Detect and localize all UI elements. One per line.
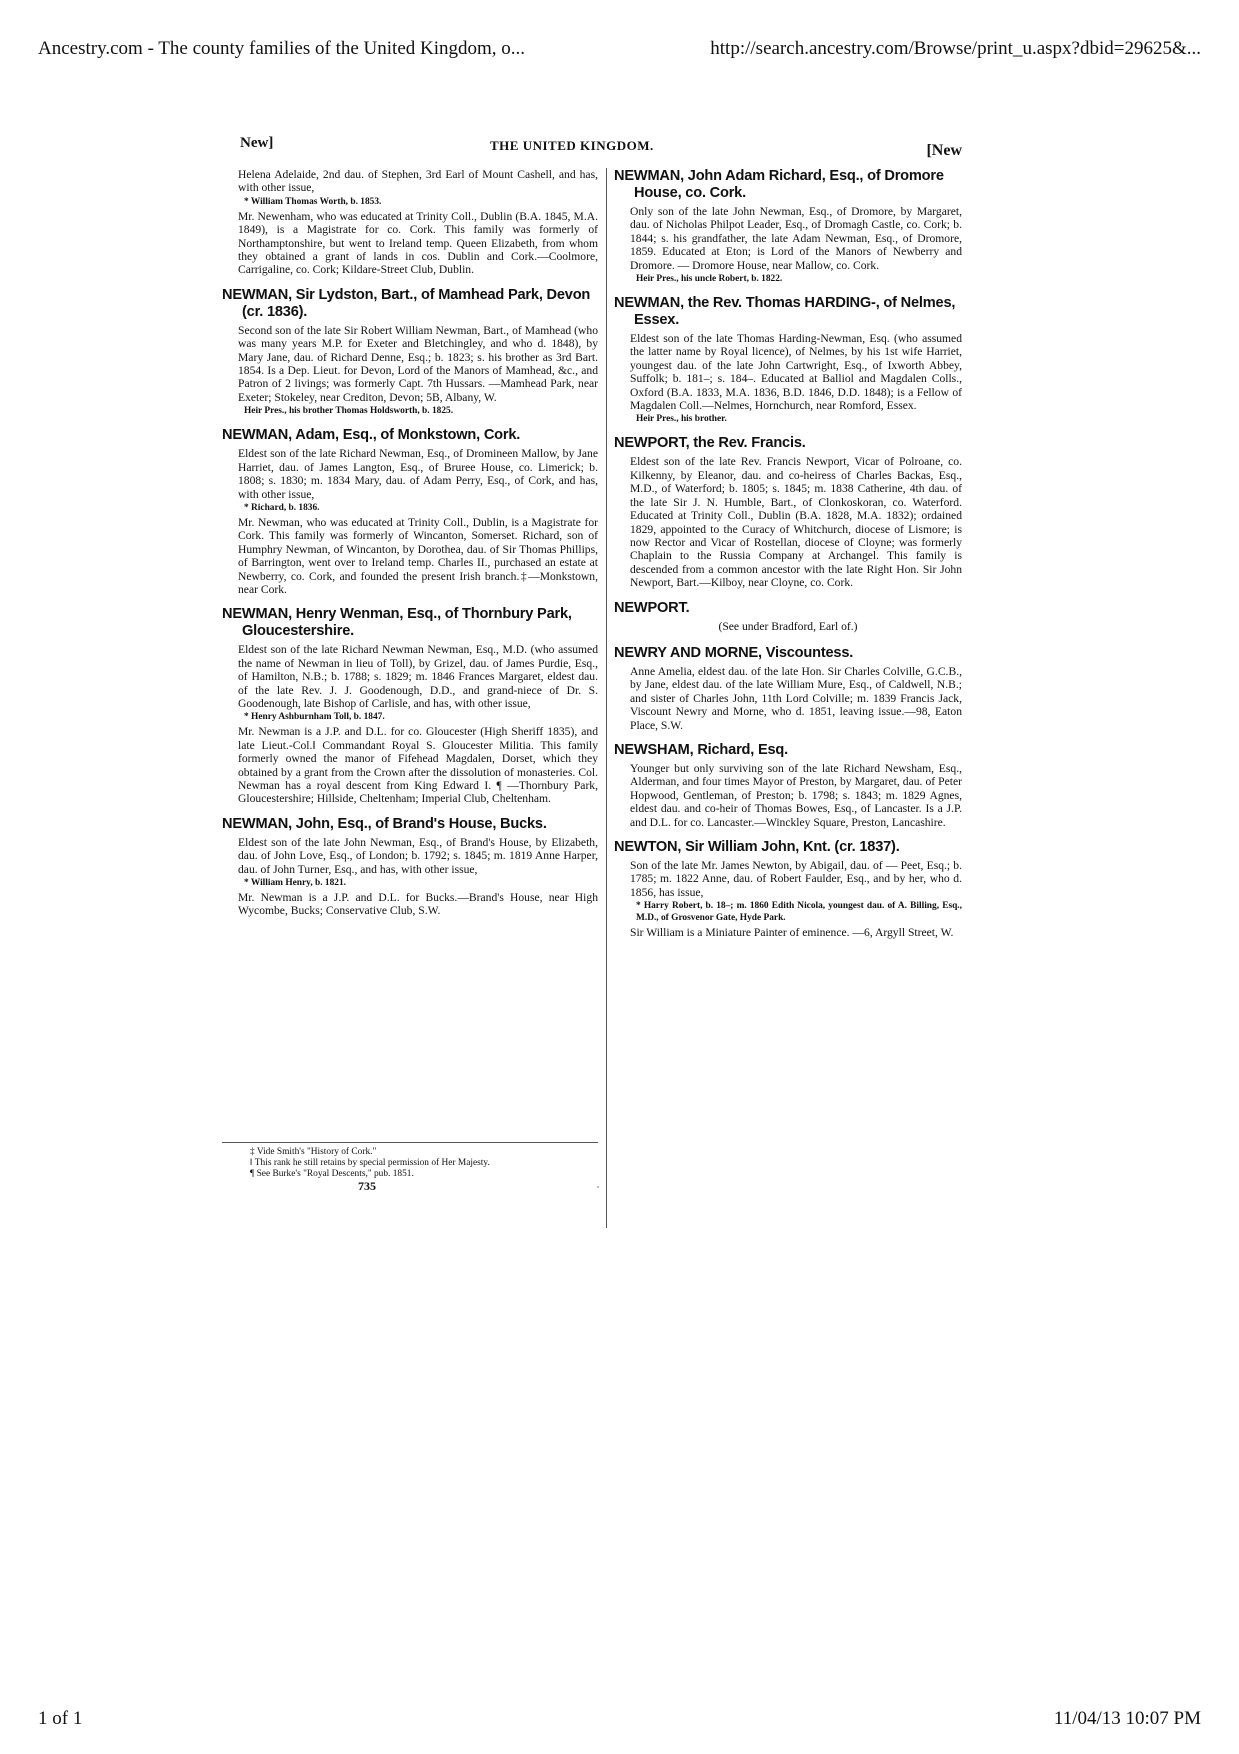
entry-newman-henry-wenman bbox=[222, 606, 598, 805]
entry-note: Mr. Newenham, who was educated at Trinity Coll., Dublin (B.A. 1845, M.A. 1849), is a Magistrate for co. Cork. This family was formerly of Northamptonshire, but went to Ireland temp. Queen Elizabeth, from whom they obtained a grant of lands in cos. Dublin and Cork.—Coolmore, Carrigaline, co. Cork; Kildare-Street Club, Dublin. bbox=[238, 209, 598, 277]
running-head-right: [New bbox=[926, 142, 962, 159]
scan-speck bbox=[597, 1186, 599, 1188]
entry-continuation bbox=[222, 168, 598, 277]
entry-heading: NEWPORT. bbox=[614, 599, 690, 616]
running-head-left: New] bbox=[240, 135, 274, 151]
entry-note: Mr. Newman is a J.P. and D.L. for co. Gloucester (High Sheriff 1835), and late Lieut.-Col.‖ Commandant Royal S. Gloucester Militia. This family formerly owned the manor of Fifehead Magdalen, Dorset, which they obtained by a grant from the Crown after the dissolution of monasteries. Col. Newman has a royal descent from King Edward I. ¶ —Thornbury Park, Gloucestershire; Hillside, Cheltenham; Imperial Club, Cheltenham. bbox=[238, 725, 598, 806]
running-head bbox=[220, 132, 962, 162]
page-title: Ancestry.com - The county families of the United Kingdom, o... bbox=[38, 38, 526, 59]
entry-heir: Heir Pres., his brother Thomas Holdsworth, b. 1825. bbox=[244, 406, 454, 417]
entry-body: Eldest son of the late John Newman, Esq., of Brand's House, by Elizabeth, dau. of John Love, Esq., of London; b. 1792; s. 1845; m. 1819 Anne Harper, dau. of John Turner, Esq., and has, with other issue, bbox=[238, 835, 598, 876]
entry-heading: NEWMAN, Adam, Esq., of Monkstown, Cork. bbox=[222, 427, 521, 444]
entry-heir: * Henry Ashburnham Toll, b. 1847. bbox=[244, 712, 385, 723]
entry-heading: NEWMAN, Sir Lydston, Bart., of Mamhead Park, Devon (cr. 1836). bbox=[222, 286, 591, 320]
print-timestamp: 11/04/13 10:07 PM bbox=[1053, 1708, 1201, 1729]
entry-heir: * Richard, b. 1836. bbox=[244, 502, 320, 513]
entry-body: Eldest son of the late Richard Newman Newman, Esq., M.D. (who assumed the name of Newman in lieu of Toll), by Grizel, dau. of James Purdie, Esq., of Hamilton, N.B.; b. 1788; s. 1829; m. 1846 Frances Margaret, eldest dau. of the late Rev. J. J. Goodenough, D.D., and grand-niece of Dr. S. Goodenough, late Bishop of Carlisle, and has, with other issue, bbox=[238, 643, 598, 710]
browser-print-header bbox=[38, 38, 1201, 64]
entry-note: Sir William is a Miniature Painter of eminence. —6, Argyll Street, W. bbox=[630, 926, 954, 940]
column-divider bbox=[606, 168, 607, 1228]
entry-body: Son of the late Mr. James Newton, by Abigail, dau. of — Peet, Esq.; b. 1785; m. 1822 Anne, dau. of Robert Faulder, Esq., and by her, who d. 1856, has issue, bbox=[630, 859, 962, 899]
entry-heading: NEWPORT, the Rev. Francis. bbox=[614, 435, 806, 452]
right-column bbox=[614, 168, 962, 950]
entry-heir: Heir Pres., his uncle Robert, b. 1822. bbox=[636, 274, 783, 285]
print-page-count: 1 of 1 bbox=[38, 1708, 83, 1729]
entry-note: Mr. Newman is a J.P. and D.L. for Bucks.—Brand's House, near High Wycombe, Bucks; Conservative Club, S.W. bbox=[238, 891, 598, 918]
entry-heir: Heir Pres., his brother. bbox=[636, 414, 727, 425]
entry-heading: NEWMAN, Henry Wenman, Esq., of Thornbury Park, Gloucestershire. bbox=[222, 606, 572, 640]
entry-newry-and-morne bbox=[614, 645, 962, 732]
entry-heading: NEWMAN, the Rev. Thomas HARDING-, of Nelmes, Essex. bbox=[614, 295, 956, 329]
footnote: ‡ Vide Smith's "History of Cork." bbox=[250, 1147, 377, 1157]
entry-body: Eldest son of the late Thomas Harding-Newman, Esq. (who assumed the latter name by Royal licence), of Nelmes, by his 1st wife Harriet, youngest dau. of the late John Cartwright, Esq., of Ixworth Abbey, Suffolk; b. 181–; s. 184–. Educated at Balliol and Magdalen Colls., Oxford (B.A. 1833, M.A. 1836, B.D. 1846, D.D. 1848); is a Fellow of Magdalen Coll.—Nelmes, Hornchurch, near Romford, Essex. bbox=[630, 332, 962, 413]
entry-newton-william-john bbox=[614, 839, 962, 940]
running-head-title: THE UNITED KINGDOM. bbox=[490, 138, 654, 153]
entry-newman-john bbox=[222, 816, 598, 918]
entry-newsham-richard bbox=[614, 742, 962, 829]
entry-heading: NEWMAN, John Adam Richard, Esq., of Dromore House, co. Cork. bbox=[614, 168, 944, 201]
entry-heading: NEWSHAM, Richard, Esq. bbox=[614, 741, 788, 758]
entry-body: Younger but only surviving son of the late Richard Newsham, Esq., Alderman, and four times Mayor of Preston, by Margaret, dau. of Peter Hopwood, Gentleman, of Preston; b. 1798; s. 1843; m. 1829 Agnes, eldest dau. and co-heir of Thomas Bowes, Esq., of Lancaster. Is a J.P. and D.L. for co. Lancaster.—Winckley Square, Preston, Lancashire. bbox=[630, 761, 962, 829]
footnote: ‖ This rank he still retains by special permission of Her Majesty. bbox=[250, 1158, 490, 1168]
page-number: 735 bbox=[358, 1179, 376, 1193]
left-column bbox=[222, 168, 598, 928]
entry-body: Only son of the late John Newman, Esq., of Dromore, by Margaret, dau. of Nicholas Philpot Leader, Esq., of Dromagh Castle, co. Cork; b. 1844; s. his grandfather, the late Adam Newman, Esq., of Dromore, 1859. Educated at Eton; is Lord of the Manors of Newberry and Dromore. — Dromore House, near Mallow, co. Cork. bbox=[630, 205, 962, 272]
entry-newman-adam bbox=[222, 427, 598, 596]
entry-body: Second son of the late Sir Robert William Newman, Bart., of Mamhead (who was many years M.P. for Exeter and Bletchingley, and who d. 1848), by Mary Jane, dau. of Richard Denne, Esq.; b. 1823; s. his brother as 3rd Bart. 1854. Is a Dep. Lieut. for Devon, Lord of the Manors of Mamhead, &c., and Patron of 2 livings; was formerly Capt. 7th Hussars. —Mamhead Park, near Exeter; Stokeley, near Crediton, Devon; 5B, Albany, W. bbox=[238, 323, 598, 404]
entry-newport-francis bbox=[614, 435, 962, 589]
entry-note: Mr. Newman, who was educated at Trinity Coll., Dublin, is a Magistrate for Cork. This family was formerly of Wincanton, Somerset. Richard, son of Humphry Newman, of Wincanton, by Dorothea, dau. of Sir Thomas Phillips, of Barrington, went over to Ireland temp. Charles II., purchased an estate at Newberry, co. Cork, and founded the present Irish branch.‡—Monkstown, near Cork. bbox=[238, 515, 598, 596]
entry-body: Eldest son of the late Richard Newman, Esq., of Dromineen Mallow, by Jane Harriet, dau. of James Langton, Esq., of Bruree House, co. Limerick; b. 1808; s. 1830; m. 1834 Mary, dau. of Adam Perry, Esq., of Cork, and has, with other issue, bbox=[238, 447, 598, 501]
browser-print-footer bbox=[38, 1708, 1201, 1734]
scanned-book-page bbox=[220, 132, 962, 1337]
entry-heir: * Harry Robert, b. 18–; m. 1860 Edith Nicola, youngest dau. of A. Billing, Esq., M.D., of Grosvenor Gate, Hyde Park. bbox=[636, 901, 962, 924]
page-url[interactable]: http://search.ancestry.com/Browse/print_u.aspx?dbid=29625&... bbox=[710, 38, 1201, 59]
entry-heir: * William Thomas Worth, b. 1853. bbox=[244, 196, 382, 207]
cross-reference: (See under Bradford, Earl of.) bbox=[718, 619, 858, 633]
entry-newman-lydston bbox=[222, 287, 598, 417]
entry-newman-thomas-harding bbox=[614, 295, 962, 425]
entry-heading: NEWTON, Sir William John, Knt. (cr. 1837). bbox=[614, 839, 900, 855]
entry-heir: * William Henry, b. 1821. bbox=[244, 878, 347, 889]
entry-newport bbox=[614, 600, 962, 633]
entry-body: Helena Adelaide, 2nd dau. of Stephen, 3rd Earl of Mount Cashell, and has, with other issue, bbox=[238, 168, 598, 195]
entry-body: Anne Amelia, eldest dau. of the late Hon. Sir Charles Colville, G.C.B., by Jane, eldest dau. of the late William Mure, Esq., of Caldwell, N.B.; and sister of Charles John, 11th Lord Colville; m. 1839 Francis Jack, Viscount Newry and Morne, who d. 1851, leaving issue.—98, Eaton Place, S.W. bbox=[630, 664, 962, 732]
entry-heading: NEWRY AND MORNE, Viscountess. bbox=[614, 644, 854, 661]
entry-body: Eldest son of the late Rev. Francis Newport, Vicar of Polroane, co. Kilkenny, by Eleanor, dau. and co-heiress of Charles Backas, Esq., M.D., of Waterford; b. 1805; s. 1845; m. 1838 Catherine, 4th dau. of the late Sir J. N. Humble, Bart., of Clonkoskoran, co. Waterford. Educated at Trinity Coll., Dublin (B.A. 1828, M.A. 1832); ordained 1829, appointed to the Curacy of Whitchurch, diocese of Lismore; is now Rector and Vicar of Rostellan, diocese of Cloyne; was formerly Chaplain to the Russia Company at Archangel. This family is descended from a common ancestor with the late Right Hon. Sir John Newport, Bart.—Kilboy, near Cloyne, co. Cork. bbox=[630, 455, 962, 590]
entry-heading: NEWMAN, John, Esq., of Brand's House, Bucks. bbox=[222, 815, 547, 832]
footnotes bbox=[222, 1142, 598, 1180]
entry-newman-john-adam-richard bbox=[614, 168, 962, 285]
footnote: ¶ See Burke's "Royal Descents," pub. 1851. bbox=[250, 1169, 414, 1179]
